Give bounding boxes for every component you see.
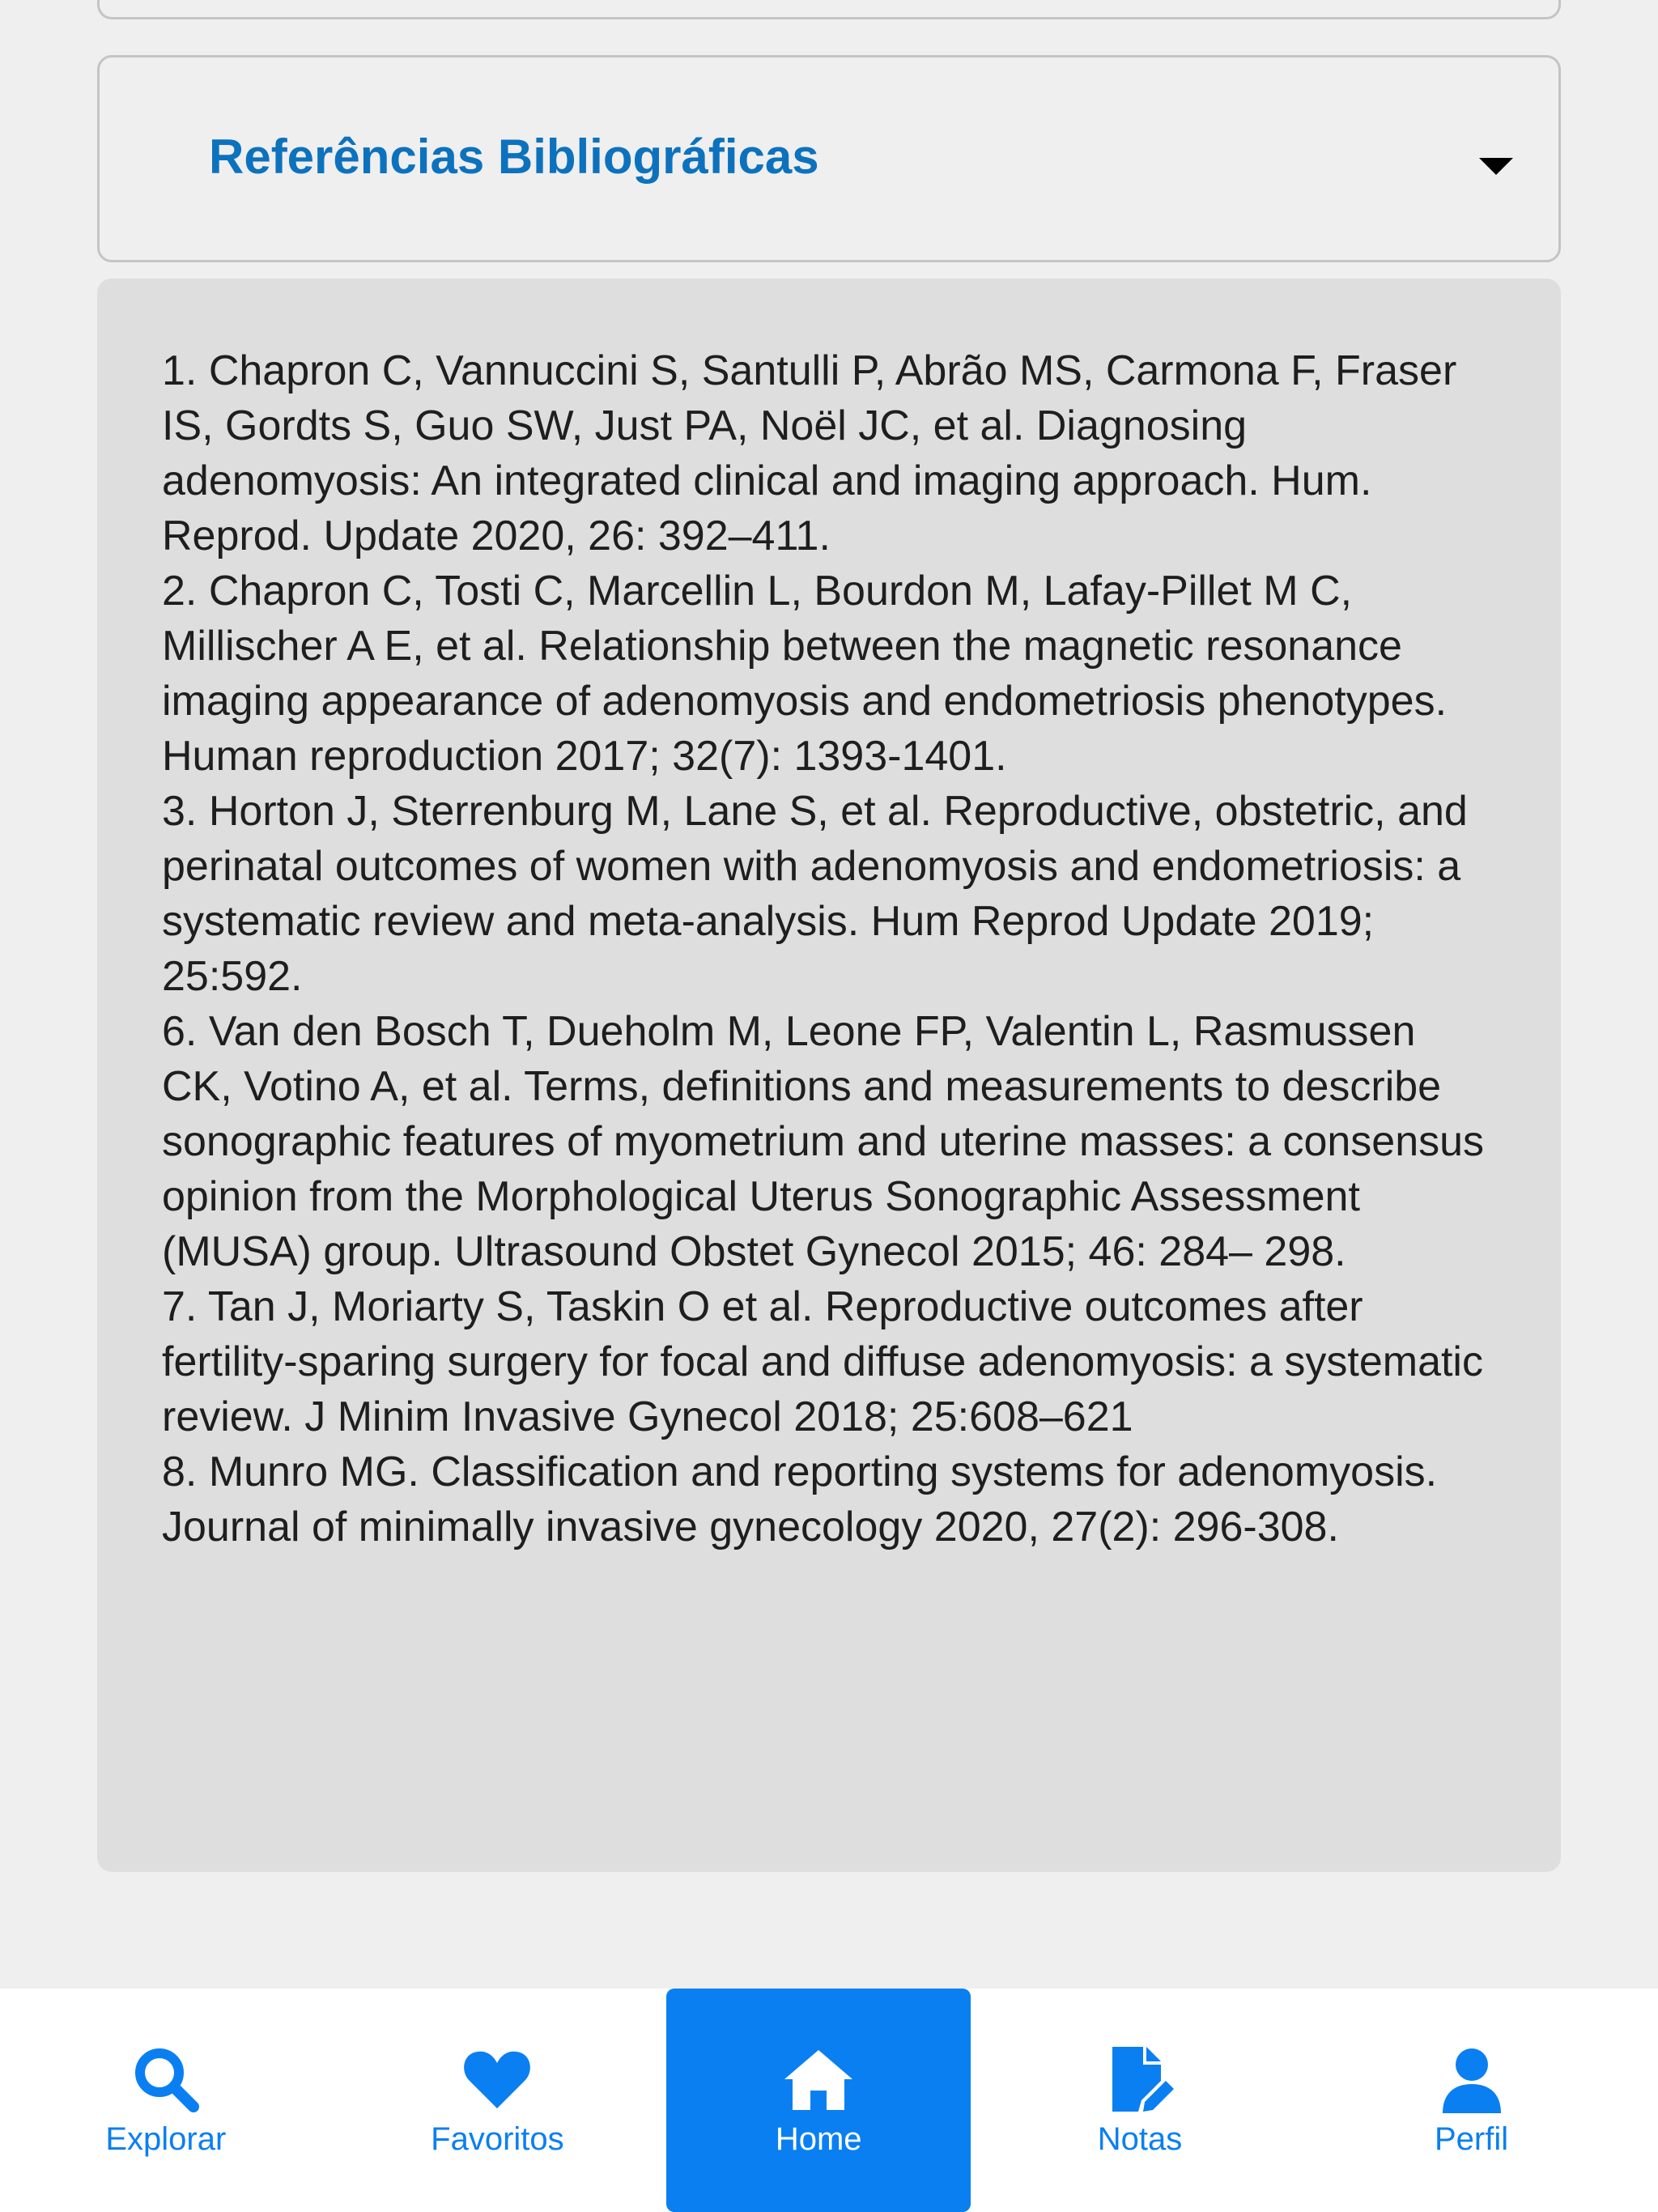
nav-label: Perfil bbox=[1435, 2121, 1509, 2157]
heart-icon bbox=[458, 2040, 536, 2118]
references-panel bbox=[97, 279, 1561, 1872]
nav-item-favoritos[interactable] bbox=[332, 1989, 664, 2212]
nav-item-notas[interactable] bbox=[974, 1989, 1306, 2212]
nav-label: Notas bbox=[1097, 2121, 1183, 2157]
bottom-navigation bbox=[0, 1989, 1658, 2212]
references-section-header[interactable] bbox=[97, 55, 1561, 262]
reference-item: 1. Chapron C, Vannuccini S, Santulli P, Abrão MS, Carmona F, Fraser IS, Gordts S, Guo SW, Just PA, Noël JC, et al. Diagnosing adenomyosis: An integrated clinical and imaging approach. Hum. Reprod. Update 2020, 26: 392–411. bbox=[162, 347, 1457, 559]
chevron-down-icon[interactable] bbox=[1479, 158, 1513, 175]
note-edit-icon bbox=[1101, 2040, 1179, 2118]
nav-item-perfil[interactable] bbox=[1306, 1989, 1638, 2212]
reference-item: 6. Van den Bosch T, Dueholm M, Leone FP, Valentin L, Rasmussen CK, Votino A, et al. Terms, definitions and measurements to describe sonographic features of myometrium and uterine masses: a consensus opinion from the Morphological Uterus Sonographic Assessment (MUSA) group. Ultrasound Obstet Gynecol 2015; 46: 284– 298. bbox=[162, 1008, 1485, 1275]
nav-label: Favoritos bbox=[431, 2121, 564, 2157]
previous-section-card bbox=[97, 0, 1561, 19]
reference-item: 7. Tan J, Moriarty S, Taskin O et al. Reproductive outcomes after fertility-sparing surgery for focal and diffuse adenomyosis: a systematic review. J Minim Invasive Gynecol 2018; 25:608–621 bbox=[162, 1283, 1483, 1440]
reference-item: 2. Chapron C, Tosti C, Marcellin L, Bourdon M, Lafay-Pillet M C, Millischer A E, et al. Relationship between the magnetic resonance imaging appearance of adenomyosis and endometriosis phenotypes. Human reproduction 2017; 32(7): 1393-1401. bbox=[162, 568, 1448, 780]
search-icon bbox=[127, 2040, 205, 2118]
reference-item: 3. Horton J, Sterrenburg M, Lane S, et al. Reproductive, obstetric, and perinatal outcomes of women with adenomyosis and endometriosis: a systematic review and meta-analysis. Hum Reprod Update 2019; 25:592. bbox=[162, 788, 1468, 1000]
user-icon bbox=[1433, 2040, 1511, 2118]
home-icon bbox=[780, 2040, 857, 2118]
section-title: Referências Bibliográficas bbox=[209, 130, 819, 184]
reference-item: 8. Munro MG. Classification and reporting systems for adenomyosis. Journal of minimally invasive gynecology 2020, 27(2): 296-308. bbox=[162, 1448, 1438, 1551]
nav-label: Home bbox=[775, 2121, 862, 2157]
nav-label: Explorar bbox=[105, 2121, 227, 2157]
nav-item-explorar[interactable] bbox=[0, 1989, 332, 2212]
nav-item-home[interactable] bbox=[666, 1989, 971, 2212]
